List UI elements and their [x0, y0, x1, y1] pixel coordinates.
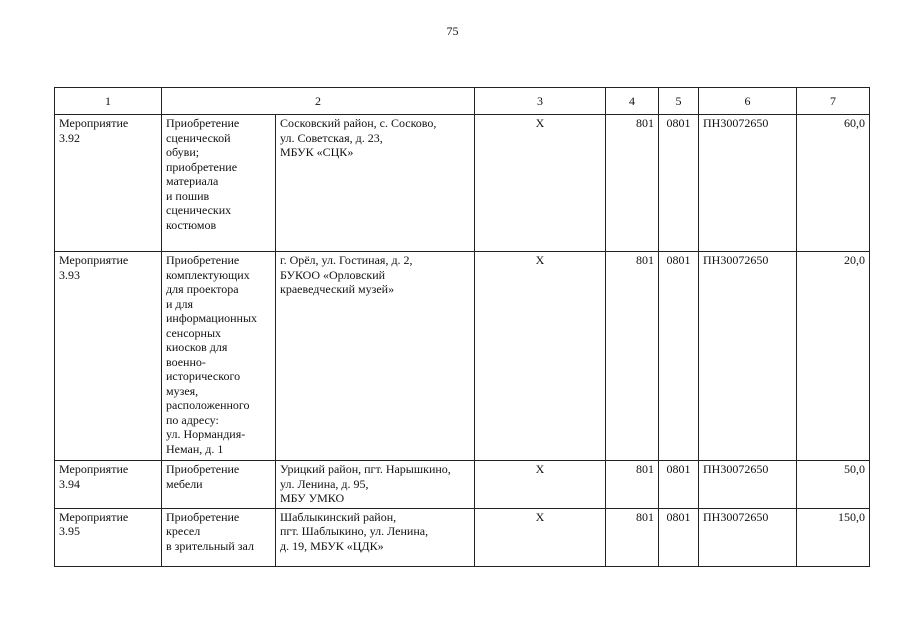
- header-row: [55, 88, 870, 115]
- col6-cell: ПН30072650: [699, 508, 797, 566]
- description-cell: Приобретение комплектующих для проектора и для информационных сенсорных киосков для военно- исторического музея, расположенного по адресу: ул. Нормандия- Неман, д. 1: [162, 252, 276, 461]
- page-number: 75: [446, 24, 459, 38]
- col4-cell: 801: [606, 252, 659, 461]
- address-cell: г. Орёл, ул. Гостиная, д. 2, БУКОО «Орловский краеведческий музей»: [276, 252, 475, 461]
- col6-cell: ПН30072650: [699, 115, 797, 252]
- col3-cell: Х: [475, 115, 606, 252]
- header-col-3: 3: [475, 88, 606, 115]
- col7-cell: 50,0: [797, 461, 870, 509]
- description-cell: Приобретение кресел в зрительный зал: [162, 508, 276, 566]
- header-col-4: 4: [606, 88, 659, 115]
- address-cell: Шаблыкинский район, пгт. Шаблыкино, ул. Ленина, д. 19, МБУК «ЦДК»: [276, 508, 475, 566]
- header-col-2: 2: [162, 88, 475, 115]
- header-col-6: 6: [699, 88, 797, 115]
- header-col-1: 1: [55, 88, 162, 115]
- header-col-5: 5: [659, 88, 699, 115]
- table-row: [55, 115, 870, 252]
- col6-cell: ПН30072650: [699, 461, 797, 509]
- event-cell: Мероприятие 3.93: [55, 252, 162, 461]
- event-cell: Мероприятие 3.92: [55, 115, 162, 252]
- col4-cell: 801: [606, 461, 659, 509]
- col3-cell: Х: [475, 461, 606, 509]
- description-cell: Приобретение сценической обуви; приобретение материала и пошив сценических костюмов: [162, 115, 276, 252]
- table-row: [55, 508, 870, 566]
- description-cell: Приобретение мебели: [162, 461, 276, 509]
- col5-cell: 0801: [659, 252, 699, 461]
- col3-cell: Х: [475, 252, 606, 461]
- table-row: [55, 252, 870, 461]
- col3-cell: Х: [475, 508, 606, 566]
- col7-cell: 20,0: [797, 252, 870, 461]
- col4-cell: 801: [606, 115, 659, 252]
- budget-table: [54, 87, 870, 567]
- col6-cell: ПН30072650: [699, 252, 797, 461]
- address-cell: Сосковский район, с. Сосково, ул. Советская, д. 23, МБУК «СЦК»: [276, 115, 475, 252]
- event-cell: Мероприятие 3.95: [55, 508, 162, 566]
- table-row: [55, 461, 870, 509]
- col7-cell: 150,0: [797, 508, 870, 566]
- address-cell: Урицкий район, пгт. Нарышкино, ул. Ленина, д. 95, МБУ УМКО: [276, 461, 475, 509]
- header-col-7: 7: [797, 88, 870, 115]
- col5-cell: 0801: [659, 115, 699, 252]
- col5-cell: 0801: [659, 461, 699, 509]
- event-cell: Мероприятие 3.94: [55, 461, 162, 509]
- col7-cell: 60,0: [797, 115, 870, 252]
- col5-cell: 0801: [659, 508, 699, 566]
- col4-cell: 801: [606, 508, 659, 566]
